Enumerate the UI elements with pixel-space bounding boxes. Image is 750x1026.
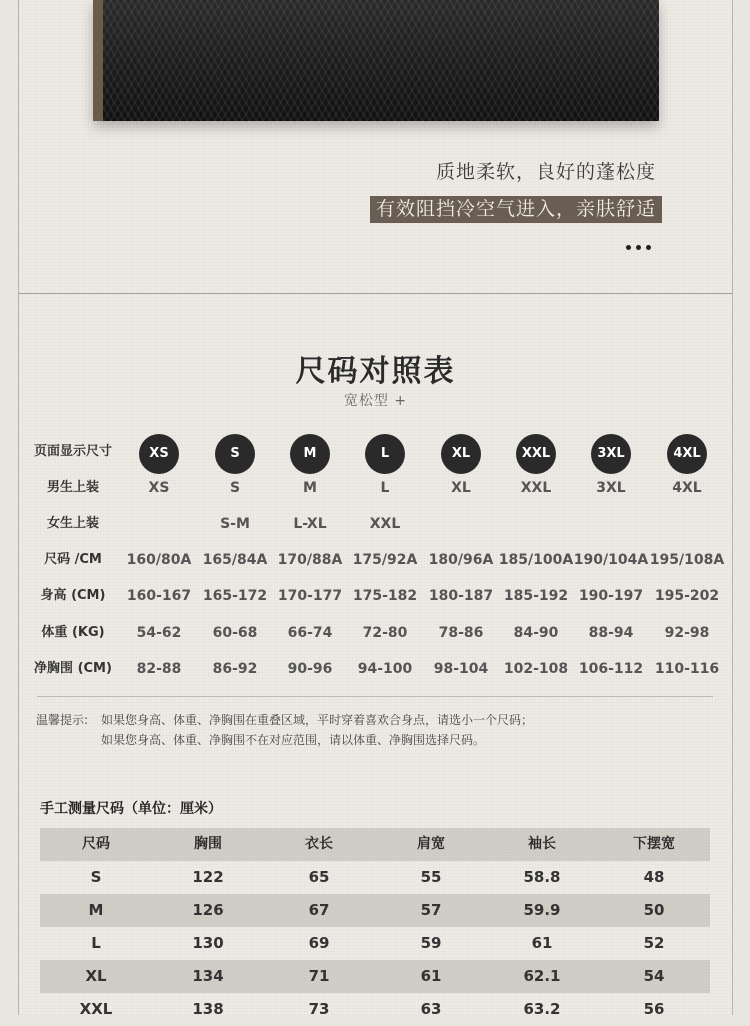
table-cell: 48 <box>643 868 665 886</box>
table-row <box>40 861 710 894</box>
size-cell: 90-96 <box>287 661 333 677</box>
size-chart-panel <box>18 294 733 1018</box>
size-badge-xs: XS <box>139 434 179 474</box>
size-cell: 175-182 <box>352 588 418 604</box>
knit-texture <box>103 0 659 121</box>
size-badge-xl: XL <box>441 434 481 474</box>
row-label: 男生上装 <box>46 480 99 495</box>
size-cell: 180-187 <box>428 588 494 604</box>
size-cell: 72-80 <box>362 625 408 641</box>
table-cell: S <box>90 868 102 886</box>
table-cell: 138 <box>192 1000 224 1018</box>
table-row <box>40 960 710 993</box>
row-label: 体重 (KG) <box>41 625 105 640</box>
size-row-height <box>19 578 732 614</box>
table-cell: 69 <box>308 934 330 952</box>
product-photo <box>93 0 659 121</box>
table-cell: 58.8 <box>523 868 561 886</box>
size-cell: XXL <box>369 516 401 532</box>
column-header: 衣长 <box>305 836 333 852</box>
size-cell: 4XL <box>672 480 702 496</box>
table-cell: 122 <box>192 868 224 886</box>
column-header: 尺码 <box>82 836 110 852</box>
divider <box>37 696 713 697</box>
feature-panel <box>18 0 733 294</box>
size-cell: S-M <box>220 516 250 532</box>
table-cell: 57 <box>420 901 442 919</box>
size-row-chest <box>19 651 732 687</box>
manual-measure-title: 手工测量尺码（单位：厘米） <box>40 801 222 817</box>
row-label: 尺码 /CM <box>44 552 102 567</box>
size-cell: 165/84A <box>202 552 268 568</box>
size-cell: 195-202 <box>654 588 720 604</box>
column-header: 肩宽 <box>417 836 445 852</box>
table-cell: 61 <box>420 967 442 985</box>
tip-line-1: 如果您身高、体重、净胸围在重叠区域，平时穿着喜欢合身点，请选小一个尺码； <box>101 713 534 727</box>
size-chart-title: 尺码对照表 <box>295 354 456 389</box>
table-cell: 63.2 <box>523 1000 561 1018</box>
size-cell: 82-88 <box>136 661 182 677</box>
size-cell: 66-74 <box>287 625 333 641</box>
table-cell: 62.1 <box>523 967 561 985</box>
size-cell: 160/80A <box>126 552 192 568</box>
size-row-weight <box>19 615 732 651</box>
size-cell: S <box>229 480 241 496</box>
size-cell: 98-104 <box>433 661 489 677</box>
column-header: 胸围 <box>194 836 222 852</box>
table-cell: 134 <box>192 967 224 985</box>
row-label: 净胸围 (CM) <box>34 661 112 676</box>
fit-type-label: 宽松型 + <box>343 393 408 409</box>
size-cell: 54-62 <box>136 625 182 641</box>
size-cell: 106-112 <box>578 661 644 677</box>
table-cell: 55 <box>420 868 442 886</box>
size-badge-xxl: XXL <box>516 434 556 474</box>
more-dots-icon <box>626 245 651 250</box>
size-cell: 175/92A <box>352 552 418 568</box>
size-cell: 86-92 <box>212 661 258 677</box>
table-cell: 126 <box>192 901 224 919</box>
table-cell: 50 <box>643 901 665 919</box>
table-cell: XL <box>85 967 107 985</box>
table-cell: 54 <box>643 967 665 985</box>
size-cell: 84-90 <box>513 625 559 641</box>
table-cell: 63 <box>420 1000 442 1018</box>
table-cell: 71 <box>308 967 330 985</box>
table-cell: 61 <box>531 934 553 952</box>
table-cell: 67 <box>308 901 330 919</box>
size-cell: 78-86 <box>438 625 484 641</box>
size-cell: L <box>380 480 390 496</box>
table-cell: 130 <box>192 934 224 952</box>
size-cell: 170-177 <box>277 588 343 604</box>
size-badge-3xl: 3XL <box>591 434 631 474</box>
size-cell: 110-116 <box>654 661 720 677</box>
table-cell: 73 <box>308 1000 330 1018</box>
table-cell: 59 <box>420 934 442 952</box>
tip-label: 温馨提示: <box>36 713 89 727</box>
size-cell: 190/104A <box>573 552 649 568</box>
table-cell: M <box>88 901 104 919</box>
row-label: 页面显示尺寸 <box>33 444 112 459</box>
table-cell: L <box>91 934 101 952</box>
table-row <box>40 993 710 1026</box>
table-row <box>40 927 710 960</box>
row-label: 女生上装 <box>46 516 99 531</box>
row-label: 身高 (CM) <box>40 588 106 603</box>
table-cell: 52 <box>643 934 665 952</box>
size-badge-m: M <box>290 434 330 474</box>
size-cell: 195/108A <box>649 552 725 568</box>
size-cell: XS <box>148 480 170 496</box>
tip-line-2: 如果您身高、体重、净胸围不在对应范围，请以体重、净胸围选择尺码。 <box>101 733 486 747</box>
size-row-women <box>19 506 732 542</box>
size-cell: L-XL <box>293 516 327 532</box>
size-cell: 102-108 <box>503 661 569 677</box>
size-cell: 185/100A <box>498 552 574 568</box>
size-badge-l: L <box>365 434 405 474</box>
size-cell: 60-68 <box>212 625 258 641</box>
table-cell: 65 <box>308 868 330 886</box>
table-row <box>40 894 710 927</box>
size-row-display <box>19 434 732 470</box>
feature-line-softness: 质地柔软，良好的蓬松度 <box>435 161 656 183</box>
size-cell: 170/88A <box>277 552 343 568</box>
table-cell: XXL <box>79 1000 113 1018</box>
size-cell: 88-94 <box>588 625 634 641</box>
table-cell: 56 <box>643 1000 665 1018</box>
size-row-code <box>19 542 732 578</box>
size-cell: 94-100 <box>357 661 413 677</box>
size-cell: 180/96A <box>428 552 494 568</box>
size-cell: XL <box>451 480 471 496</box>
size-cell: 165-172 <box>202 588 268 604</box>
size-cell: 185-192 <box>503 588 569 604</box>
size-row-men <box>19 470 732 506</box>
size-badge-s: S <box>215 434 255 474</box>
size-cell: 3XL <box>596 480 626 496</box>
size-cell: XXL <box>520 480 552 496</box>
size-cell: 160-167 <box>126 588 192 604</box>
size-cell: 92-98 <box>664 625 710 641</box>
table-cell: 59.9 <box>523 901 561 919</box>
size-cell: 190-197 <box>578 588 644 604</box>
feature-line-warmth: 有效阻挡冷空气进入，亲肤舒适 <box>370 196 662 223</box>
column-header: 袖长 <box>528 836 556 852</box>
table-header-row <box>40 828 710 861</box>
manual-measure-table <box>40 828 710 1026</box>
column-header: 下摆宽 <box>633 836 675 852</box>
size-cell: M <box>303 480 317 496</box>
size-badge-4xl: 4XL <box>667 434 707 474</box>
